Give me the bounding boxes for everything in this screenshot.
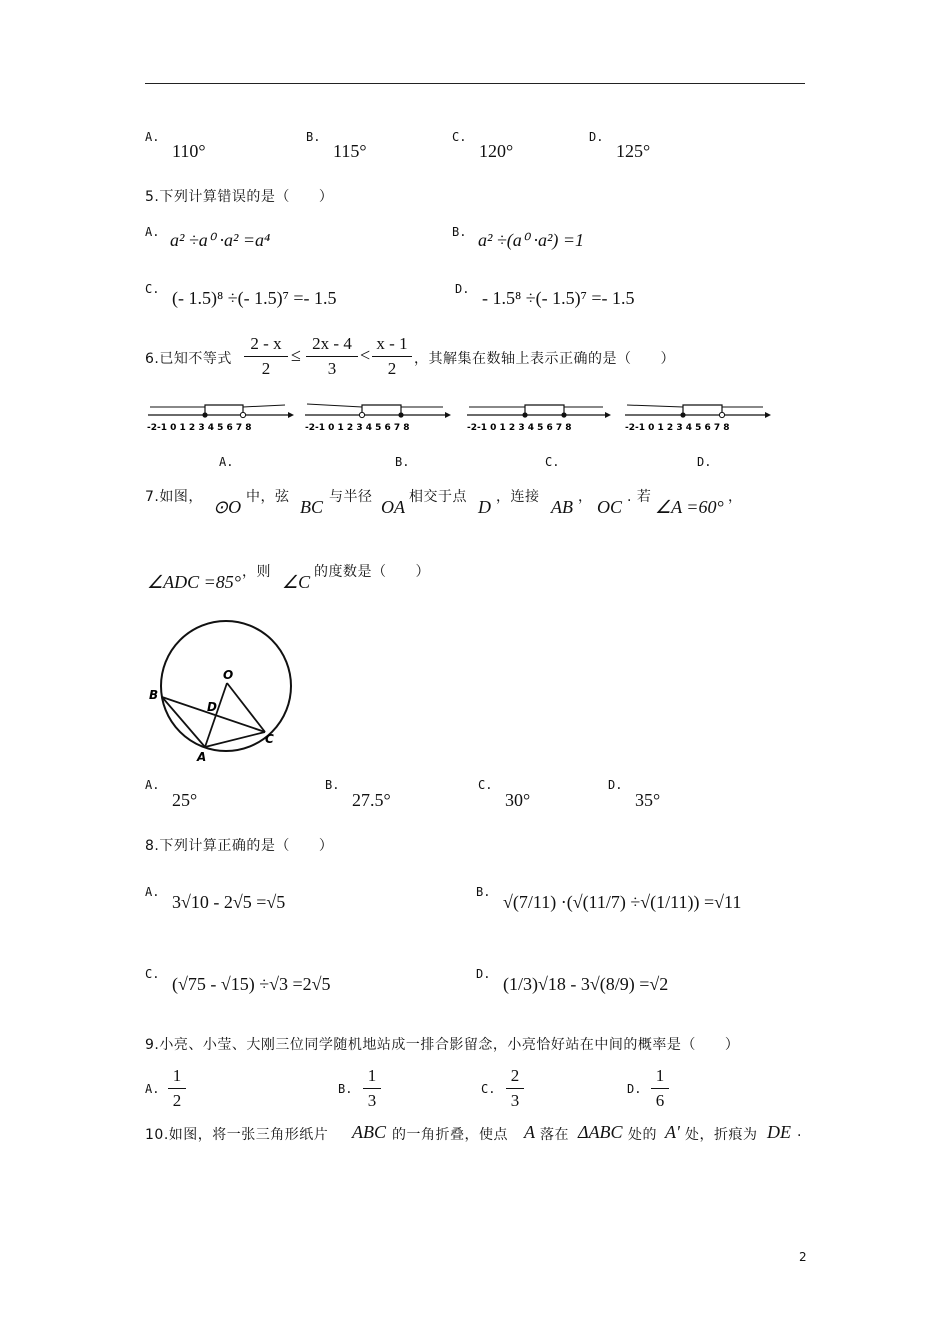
- q7-d: D: [478, 497, 491, 517]
- q9-option-d-fraction: [651, 1066, 669, 1111]
- q7-text-end: ，: [728, 489, 743, 505]
- q10-a-prime: A': [665, 1122, 680, 1142]
- q5-option-d-label: D.: [455, 282, 470, 296]
- q7-oc: OC: [597, 497, 623, 517]
- q6-option-a-label: A.: [219, 455, 234, 469]
- number-line-d-ticks: -2-1 0 1 2 3 4 5 6 7 8: [625, 423, 730, 433]
- q8-option-c-expr: (√75 - √15) ÷√3 =2√5: [172, 974, 331, 994]
- q7-text-ruo: . 若: [627, 489, 652, 505]
- q7-option-d-value: 35°: [635, 790, 661, 810]
- fraction-bar: [372, 356, 412, 357]
- q7-figure-label-b: B: [149, 688, 159, 702]
- q7-text-yu: 与半径: [329, 489, 373, 505]
- q5-stem: 5.下列计算错误的是（ ）: [145, 189, 334, 205]
- q7-stem-a: 7.如图，: [145, 489, 203, 505]
- number-line-c: [467, 405, 611, 433]
- q4-option-b-label: B.: [306, 130, 321, 144]
- q4-option-a-label: A.: [145, 130, 160, 144]
- q5-option-d-expr: - 1.5⁸ ÷(- 1.5)⁷ =- 1.5: [482, 288, 635, 308]
- number-line-a-ticks: -2-1 0 1 2 3 4 5 6 7 8: [147, 423, 252, 433]
- q7-ab: AB: [551, 497, 573, 517]
- q10-a: A: [524, 1122, 535, 1142]
- number-line-c-ticks: -2-1 0 1 2 3 4 5 6 7 8: [467, 423, 572, 433]
- fraction-bar: [168, 1088, 186, 1089]
- q8-option-a-expr: 3√10 - 2√5 =√5: [172, 892, 286, 912]
- fraction-bar: [306, 356, 358, 357]
- fraction-bar: [363, 1088, 381, 1089]
- q10-text-3: 落在: [540, 1127, 569, 1143]
- number-line-a: [147, 405, 294, 433]
- q5-option-b-label: B.: [452, 225, 467, 239]
- q7-text-xj: 相交于点: [409, 489, 467, 505]
- q6-fraction-3: [372, 334, 412, 379]
- q4-option-c-label: C.: [452, 130, 467, 144]
- q9-option-c-den: 3: [510, 1091, 520, 1110]
- q6-frac2-den: 3: [327, 359, 337, 378]
- q10-text-4: 处的: [628, 1127, 657, 1143]
- q6-fraction-1: [244, 334, 288, 379]
- q8-stem: 8.下列计算正确的是（ ）: [145, 838, 334, 854]
- q5-option-a-expr: a² ÷a⁰ ·a² =a⁴: [170, 230, 271, 250]
- fraction-bar: [244, 356, 288, 357]
- q10-text-1: 10.如图，将一张三角形纸片: [145, 1127, 329, 1143]
- q7-bc: BC: [300, 497, 324, 517]
- q4-option-a-value: 110°: [172, 141, 206, 161]
- q6-number-lines: [145, 398, 785, 438]
- q6-fraction-2: [306, 334, 358, 379]
- q10-text-6: .: [797, 1124, 802, 1140]
- q6-rel-2: <: [360, 345, 371, 365]
- q7-option-b-value: 27.5°: [352, 790, 391, 810]
- q4-option-d-value: 125°: [616, 141, 651, 161]
- q10-text-5: 处，折痕为: [685, 1127, 758, 1143]
- q7-option-d-label: D.: [608, 778, 623, 792]
- q5-option-b-expr: a² ÷(a⁰ ·a²) =1: [478, 230, 585, 250]
- q7-figure-label-d: D: [207, 700, 217, 714]
- q10-triangle-abc: ΔABC: [578, 1122, 623, 1142]
- number-line-b-ticks: -2-1 0 1 2 3 4 5 6 7 8: [305, 423, 410, 433]
- q6-rel-1: ≤: [291, 345, 301, 365]
- q6-option-b-label: B.: [395, 455, 410, 469]
- q4-option-b-value: 115°: [333, 141, 367, 161]
- q7-angle-adc: ∠ADC =85°: [147, 572, 241, 592]
- q7-text-lj: ，连接: [496, 489, 540, 505]
- q6-stem-prefix: 6.已知不等式: [145, 351, 232, 367]
- q8-option-d-label: D.: [476, 967, 491, 981]
- q7-option-c-value: 30°: [505, 790, 531, 810]
- q9-option-a-label: A.: [145, 1082, 160, 1096]
- q8-option-b-expr: √(7/11) ·(√(11/7) ÷√(1/11)) =√11: [503, 892, 742, 912]
- fraction-bar: [506, 1088, 524, 1089]
- q9-option-d-num: 1: [655, 1066, 665, 1085]
- q7-circle-figure: [145, 615, 305, 770]
- q8-option-a-label: A.: [145, 885, 160, 899]
- q7-angle-c: ∠C: [282, 572, 311, 592]
- q7-figure-label-o: O: [223, 668, 234, 682]
- q7-figure-label-c: C: [265, 732, 274, 746]
- q9-option-c-fraction: [506, 1066, 524, 1111]
- q4-option-d-label: D.: [589, 130, 604, 144]
- q9-option-d-den: 6: [655, 1091, 665, 1110]
- q9-option-a-den: 2: [172, 1091, 182, 1110]
- q7-option-a-label: A.: [145, 778, 160, 792]
- q6-frac3-num: x - 1: [376, 334, 408, 353]
- q7-option-a-value: 25°: [172, 790, 198, 810]
- q9-option-a-fraction: [168, 1066, 186, 1111]
- header-rule: [145, 83, 805, 84]
- q9-option-b-num: 1: [367, 1066, 377, 1085]
- q6-frac2-num: 2x - 4: [312, 334, 352, 353]
- q7-circle-o: ⊙O: [213, 497, 242, 517]
- q7-text-du: 的度数是（ ）: [314, 564, 430, 580]
- q8-option-c-label: C.: [145, 967, 160, 981]
- q6-frac3-den: 2: [387, 359, 397, 378]
- q7-text-ze: ，则: [242, 564, 271, 580]
- q9-option-b-den: 3: [367, 1091, 377, 1110]
- q6-stem-suffix: ，其解集在数轴上表示正确的是（ ）: [414, 351, 675, 367]
- q7-option-c-label: C.: [478, 778, 493, 792]
- q6-frac1-num: 2 - x: [250, 334, 282, 353]
- q7-option-b-label: B.: [325, 778, 340, 792]
- q7-figure-label-a: A: [197, 750, 207, 764]
- q6-option-d-label: D.: [697, 455, 712, 469]
- q10-abc: ABC: [352, 1122, 386, 1142]
- q5-option-c-expr: (- 1.5)⁸ ÷(- 1.5)⁷ =- 1.5: [172, 288, 337, 308]
- q8-option-b-label: B.: [476, 885, 491, 899]
- q9-option-b-label: B.: [338, 1082, 353, 1096]
- q6-frac1-den: 2: [261, 359, 271, 378]
- number-line-d: [625, 405, 771, 433]
- q9-stem: 9.小亮、小莹、大刚三位同学随机地站成一排合影留念，小亮恰好站在中间的概率是（ ）: [145, 1037, 740, 1053]
- q4-option-c-value: 120°: [479, 141, 514, 161]
- q10-text-2: 的一角折叠，使点: [392, 1127, 508, 1143]
- q7-angle-a: ∠A =60°: [655, 497, 724, 517]
- q8-option-d-expr: (1/3)√18 - 3√(8/9) =√2: [503, 974, 669, 994]
- q7-text-zhong: 中，弦: [246, 489, 290, 505]
- page-number: 2: [799, 1250, 807, 1264]
- q6-option-c-label: C.: [545, 455, 560, 469]
- number-line-b: [305, 404, 451, 433]
- q7-oa: OA: [381, 497, 405, 517]
- q9-option-c-num: 2: [510, 1066, 520, 1085]
- q10-de: DE: [767, 1122, 791, 1142]
- q7-comma: ，: [578, 489, 593, 505]
- q9-option-d-label: D.: [627, 1082, 642, 1096]
- q9-option-b-fraction: [363, 1066, 381, 1111]
- q5-option-c-label: C.: [145, 282, 160, 296]
- q5-option-a-label: A.: [145, 225, 160, 239]
- q9-option-c-label: C.: [481, 1082, 496, 1096]
- q9-option-a-num: 1: [172, 1066, 182, 1085]
- fraction-bar: [651, 1088, 669, 1089]
